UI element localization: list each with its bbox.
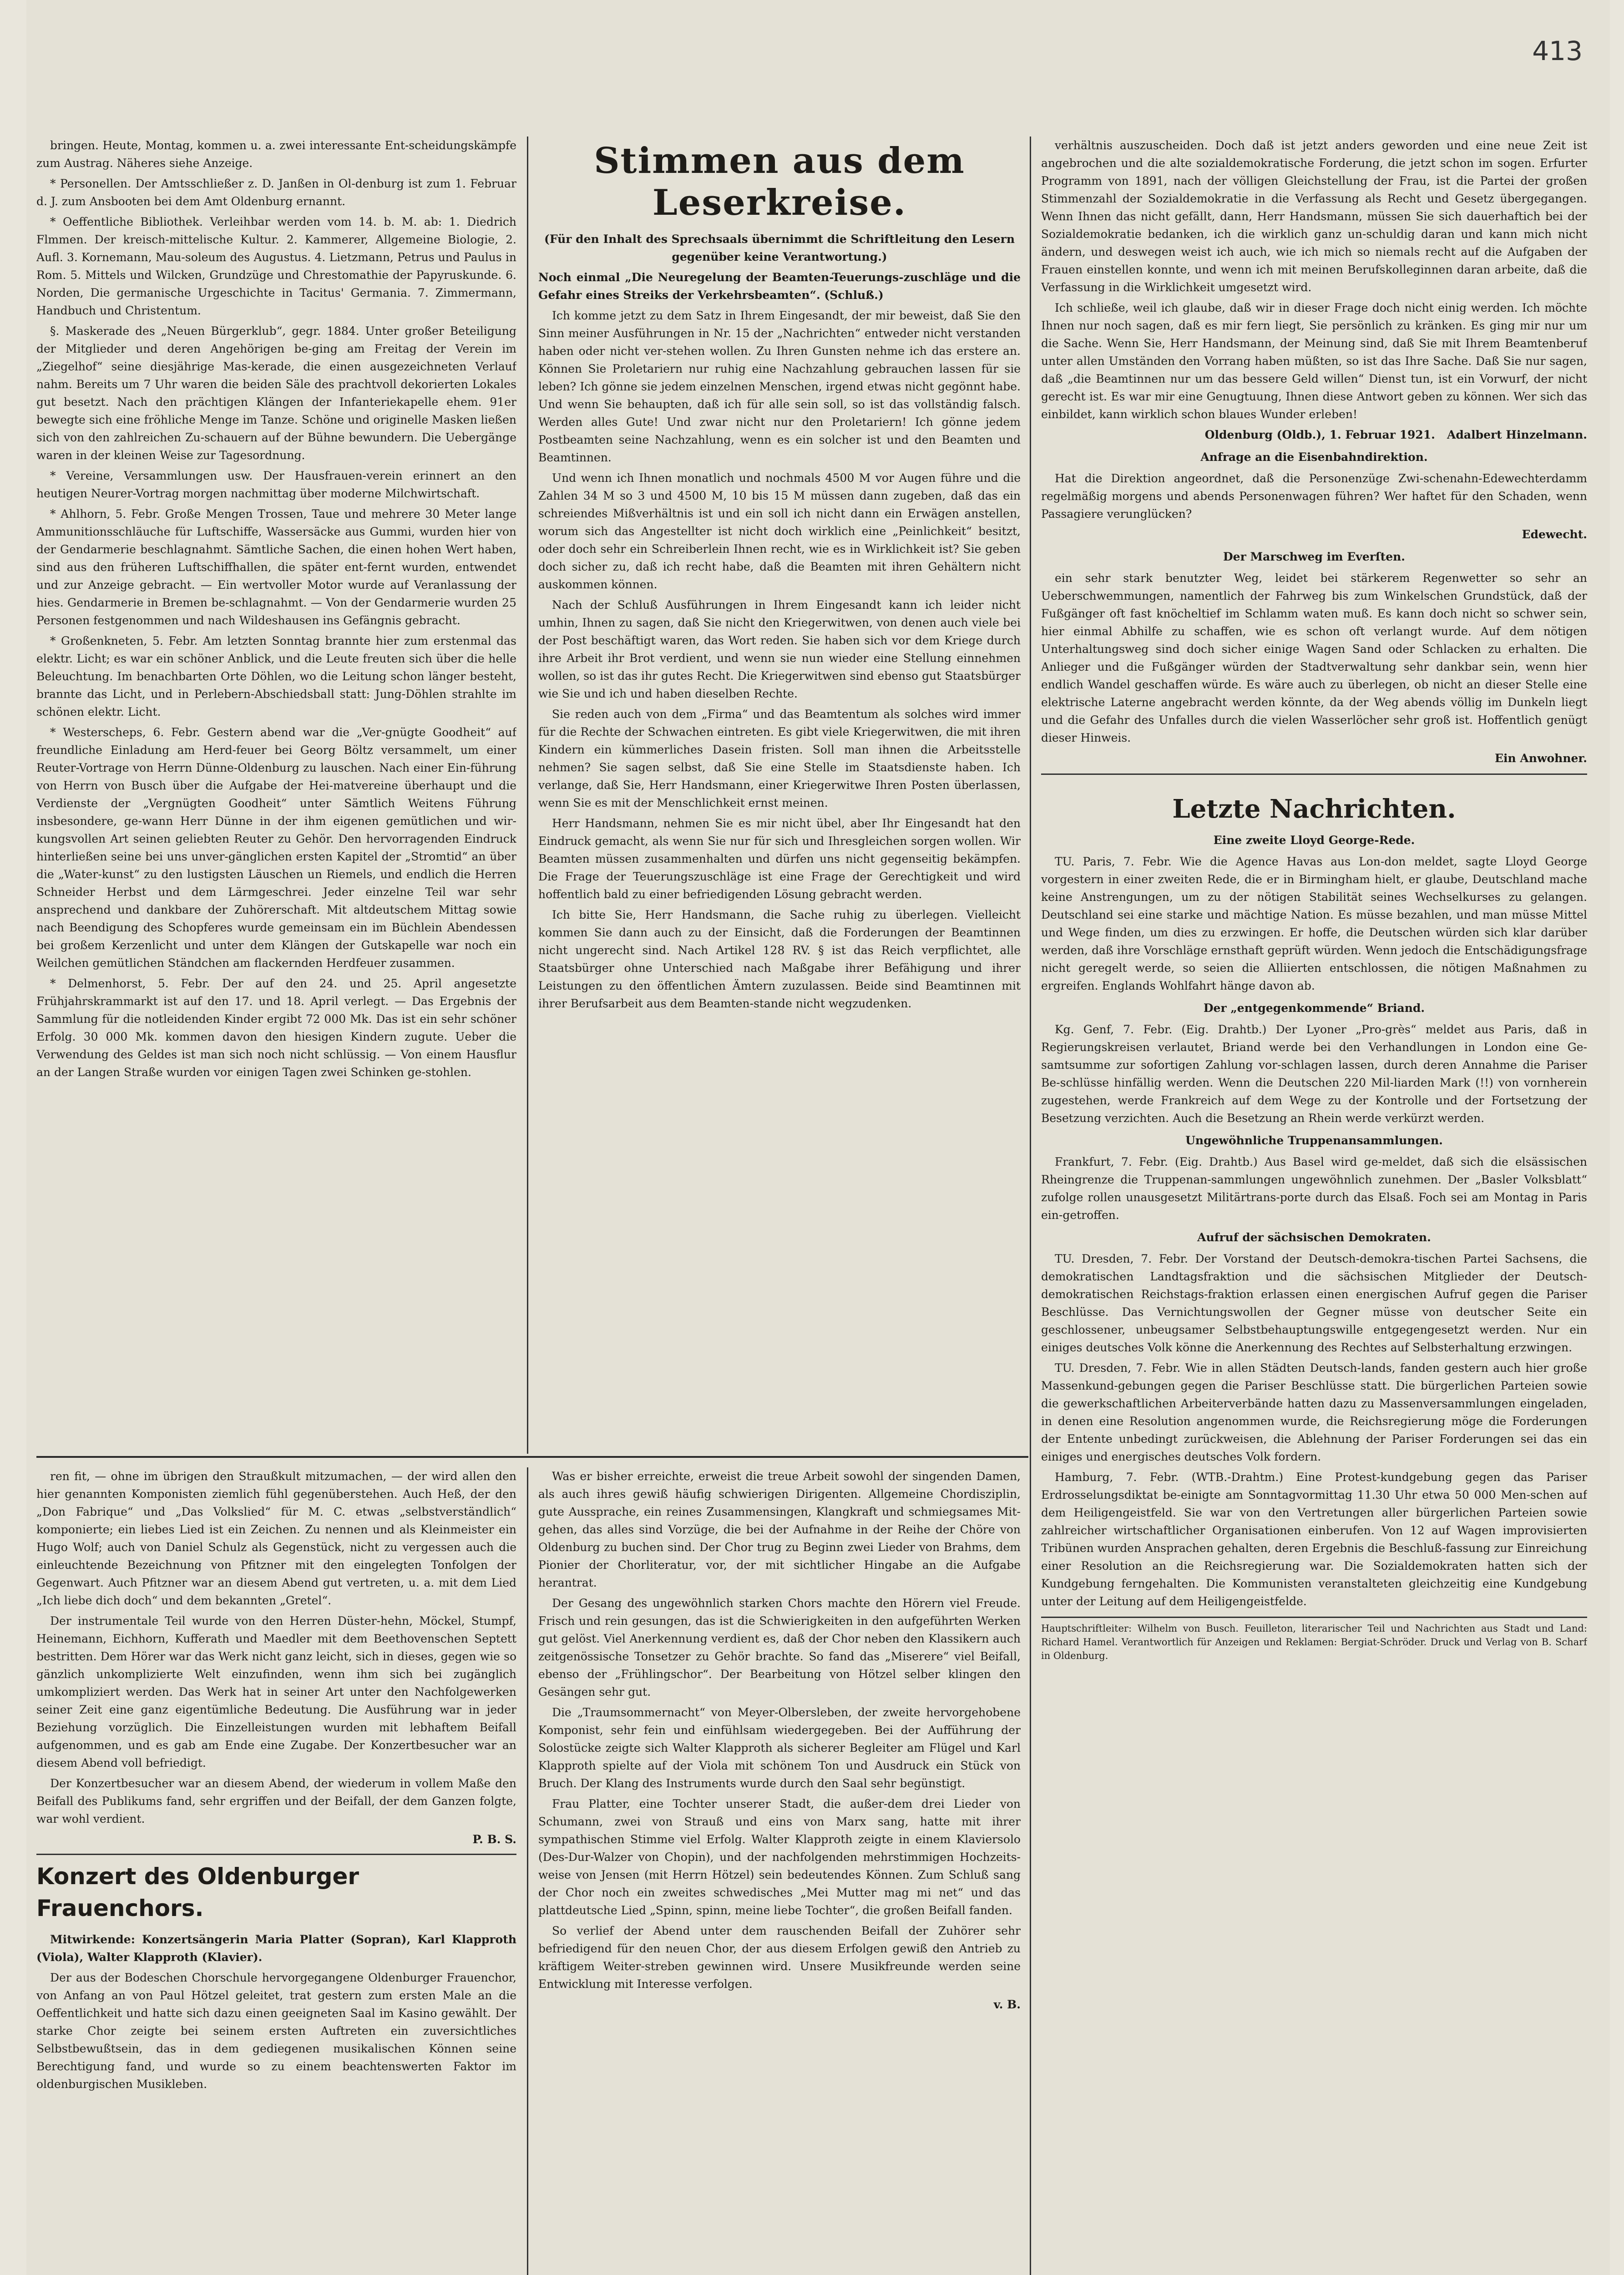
- troops-title: Ungewöhnliche Truppenansammlungen.: [1185, 1134, 1443, 1147]
- column-concert-continued: [538, 1467, 1021, 2275]
- column-rule: [1030, 136, 1031, 2275]
- column-rule: [527, 136, 528, 1454]
- letter-paragraph: Nach der Schluß Ausführungen in Ihrem Eingesandt kann ich leider nicht umhin, Ihnen zu sagen, daß Sie nicht den Kriegerwitwen, von denen auch viele bei der Post beschäftigt waren, das Wort reden. Sie haben sich vor dem Kriege durch ihre Arbeit ihr Brot verdient, und wenn sie nun wieder eine Stellung einnehmen wollen, so ist das ihr gutes Recht. Die Kriegerwitwen sind ebenso gut Staatsbürger wie Sie und ich und haben dieselben Rechte.: [538, 598, 1021, 700]
- letter-paragraph: Ich bitte Sie, Herr Handsmann, die Sache ruhig zu überlegen. Vielleicht kommen Sie dann auch zu der Einsicht, daß die Forderungen der Beamtinnen nicht ungerecht sind. Nach Artikel 128 RV. § ist das Reich verpflichtet, alle Staatsbürger ohne Unterschied nach Maßgabe ihrer Befähigung und ihrer Leistungen zu den öffentlichen Ämtern zuzulassen. Beide sind Beamtinnen mit ihrer Berufsarbeit aus dem Beamten-stande nicht wegzudenken.: [538, 908, 1021, 1010]
- hamburg-text: Hamburg, 7. Febr. (WTB.-Drahtm.) Eine Protest-kundgebung gegen das Pariser Erdrosselungsdiktat be-einigte am Sonntagvormittag 11.30 Uhr etwa 50 000 Men-schen auf dem Heiligengeistfeld. Sie war von den Vertretungen aller bürgerlichen Parteien sowie zahlreicher wirtschaftlicher Organisationen einberufen. Von 12 auf Wagen improvisierten Tribünen wurden Ansprachen gehalten, deren Ergebnis die Beschluß-fassung zur Einreichung einer Resolution an die Reichsregierung war. Die Sozialdemokraten hatten sich der Kundgebung ferngehalten. Die Kommunisten veranstalteten gleichzeitig eine Kundgebung unter der Leitung auf dem Heiligengeistfelde.: [1041, 1471, 1587, 1608]
- letter-paragraph: Ich komme jetzt zu dem Satz in Ihrem Eingesandt, der mir beweist, daß Sie den Sinn meiner Ausführungen in Nr. 15 der „Nachrichten“ entweder nicht verstanden haben oder nicht ver-stehen wollen. Zu Ihren Gunsten nehme ich das erstere an. Können Sie Proletariern nur ruhig eine Nachzahlung gebrauchen lassen für sie leben? Ich gönne sie jedem einzelnen Menschen, irgend etwas nicht gegönnt habe. Und wenn Sie behaupten, daß ich für alle sein soll, so ist das vollständig falsch. Werden alles Gute! Und zwar nicht nur den Proletariern! Ich gönne jedem Postbeamten seine Nachzahlung, wenn es ein solcher ist und den Beamten und Beamtinnen.: [538, 309, 1021, 464]
- review-paragraph: Der Gesang des ungewöhnlich starken Chors machte den Hörern viel Freude. Frisch und rein gesungen, das ist die Schwierigkeiten in den aufgeführten Werken gut gelöst. Viel Anerkennung verdient es, daß der Chor neben den Klassikern auch zeitgenössische Tonsetzer zu Gehör brachte. So fand das „Miserere“ viel Beifall, ebenso der „Frühlingschor“. Der Bearbeitung von Hötzel selber klingen den Gesängen sehr gut.: [538, 1597, 1021, 1699]
- troops-text: Frankfurt, 7. Febr. (Eig. Drahtb.) Aus Basel wird ge-meldet, daß sich die elsässischen Rheingrenze die Truppenan-sammlungen ungewöhnlich zunehmen. Der „Basler Volksblatt“ zufolge rollen unausgesetzt Militärtrans-porte durch das Elsaß. Foch sei am Montag in Paris ein-getroffen.: [1041, 1155, 1587, 1222]
- news-item: * Delmenhorst, 5. Febr. Der auf den 24. und 25. April angesetzte Frühjahrskrammarkt ist auf den 17. und 18. April verlegt. — Das Ergebnis der Sammlung für die notleidenden Kinder ergibt 72 000 Mk. Das ist ein sehr schöner Erfolg. 30 000 Mk. kommen davon den hiesigen Kindern zugute. Ueber die Verwendung des Geldes ist man sich noch nicht schlüssig. — Von einem Hausflur an der Langen Straße wurden vor einigen Tagen zwei Schinken ge-stohlen.: [36, 977, 516, 1079]
- railway-inquiry-title: Anfrage an die Eisenbahndirektion.: [1200, 450, 1428, 464]
- review-paragraph: Frau Platter, eine Tochter unserer Stadt, die außer-dem drei Lieder von Schumann, zwei von Strauß und eins von Marx sang, hatte mit ihrer sympathischen Stimme viel Erfolg. Walter Klapproth zeigte in einem Klaviersolo (Des-Dur-Walzer von Chopin), und der nachfolgenden mehrstimmigen Hochzeits-weise von Jensen (mit Herrn Hötzel) sein bedeutendes Können. Zum Schluß sang der Chor noch ein zweites schwedisches „Mei Mutter mag mi net“ und das plattdeutsche Lied „Spinn, spinn, meine liebe Tochter“, die großen Beifall fanden.: [538, 1797, 1021, 1917]
- music-review-signature: P. B. S.: [472, 1833, 516, 1846]
- review-paragraph: Der instrumentale Teil wurde von den Herren Düster-hehn, Möckel, Stumpf, Heinemann, Eichhorn, Kufferath und Maedler mit dem Beethovenschen Septett bestritten. Dem Hörer war das Werk nicht ganz leicht, sich in dieses, gegen wie so gänzlich unkomplizierte Welt einzufinden, wenn ihm sich bei zugänglich umkompliziert werden. Das Werk hat in seiner Art unter den Nachfolgewerken seiner Zeit eine ganz eigentümliche Bedeutung. Die Ausführung war in jeder Beziehung vorzüglich. Die Einzelleistungen wurden mit lebhaftem Beifall aufgenommen, und es gab am Ende eine Zugabe. Der Konzertbesucher war an diesem Abend voll befriedigt.: [36, 1614, 516, 1769]
- letter-paragraph: Sie reden auch von dem „Firma“ und das Beamtentum als solches wird immer für die Rechte der Schwachen eintreten. Es gibt viele Kriegerwitwen, die mit ihren Kindern ein kümmerliches Dasein fristen. Soll man ihnen die Arbeitsstelle nehmen? Sie sagen selbst, daß Sie eine Stelle im Staatsdienste haben. Ich verlange, daß Sie, Herr Handsmann, einer Kriegerwitwe Ihren Posten überlassen, wenn Sie es mit der Menschlichkeit ernst meinen.: [538, 708, 1021, 809]
- lloyd-george-title: Eine zweite Lloyd George-Rede.: [1213, 834, 1415, 847]
- review-paragraph: So verlief der Abend unter dem rauschenden Beifall der Zuhörer sehr befriedigend für den neuen Chor, der aus diesem Erfolgen gewiß den Antrieb zu kräftigem Weiter-streben gewinnen wird. Unsere Musikfreunde werden seine Entwicklung mit Interesse verfolgen.: [538, 1924, 1021, 1991]
- saxon-democrats-text: TU. Dresden, 7. Febr. Der Vorstand der Deutsch-demokra-tischen Partei Sachsens, die demokratischen Landtagsfraktion und die sächsischen Mitglieder der Deutsch-demokratischen Reichstags-fraktion erlassen einen energischen Aufruf gegen die Pariser Beschlüsse. Das Vernichtungswollen der Gegner müsse von deutscher Seite ein geschlossener, unbeugsamer Selbstbehauptungswille entgegengesetzt werden. Nur ein einiges deutsches Volk könne die Anerkennung des Rechtes auf Selbsterhaltung erzwingen.: [1041, 1252, 1587, 1354]
- reader-letter-end: [1041, 136, 1587, 423]
- section-divider: [1041, 774, 1587, 775]
- concert-text: Der aus der Bodeschen Chorschule hervorgegangene Oldenburger Frauenchor, von Anfang an von Paul Hötzel geleitet, trat gestern zum ersten Male an die Oeffentlichkeit und hatte sich dazu einen geeigneten Saal im Kasino gewählt. Der starke Chor zeigte bei seinem ersten Auftreten ein zuversichtliches Selbstbewußtsein, das in dem gediegenen musikalischen Können seine Berechtigung fand, und wurde so zu einem beachtenswerten Faktor im oldenburgischen Musikleben.: [36, 1971, 516, 2091]
- section-rule: [36, 1456, 1028, 1458]
- letter-signoff: [1041, 426, 1587, 444]
- page-number: 413: [1532, 35, 1583, 66]
- lloyd-george-text: TU. Paris, 7. Febr. Wie die Agence Havas aus Lon-don meldet, sagte Lloyd George vorgestern in einer zweiten Rede, die er in Birmingham hielt, er glaube, Deutschland mache keine Anstrengungen, um zu der nötigen Stabilität seines Wechselkurses zu gelangen. Deutschland sei eine starke und mächtige Nation. Es müsse bezahlen, und man müsse Mittel und Wege finden, um dies zu erzwingen. Er hoffe, die Deutschen würden sich klar darüber werden, daß ihre Vorschläge ernsthaft geprüft würden. Wenn jedoch die Entschädigungsfrage nicht geregelt werde, so seien die Alliierten entschlossen, die nötigen Maßnahmen zu ergreifen. Englands Wohlfahrt hänge davon ab.: [1041, 855, 1587, 992]
- concert-performers: Mitwirkende: Konzertsängerin Maria Platter (Sopran), Karl Klapproth (Viola), Walter Klapproth (Klavier).: [36, 1933, 516, 1964]
- railway-inquiry-text: Hat die Direktion angeordnet, daß die Personenzüge Zwi-schenahn-Edewechterdamm regelmäßig morgens und abends Personenwagen führen? Wer haftet für den Schaden, wenn Passagiere verunglücken?: [1041, 472, 1587, 521]
- news-item: §. Maskerade des „Neuen Bürgerklub“, gegr. 1884. Unter großer Beteiligung der Mitglieder und deren Angehörigen be-ging am Freitag der Verein im „Ziegelhof“ seine diesjährige Mas-kerade, die einen ausgezeichneten Verlauf nahm. Bereits um 7 Uhr waren die beiden Säle des prachtvoll dekorierten Lokales gut besetzt. Nach den prächtigen Klängen der Infanteriekapelle ehem. 91er bewegte sich eine fröhliche Menge im Tanze. Schöne und originelle Masken ließen sich von den zahlreichen Zu-schauern auf der Bühne bewundern. Die Uebergänge waren in der kleinen Weise zur Tagesordnung.: [36, 324, 516, 462]
- briand-text: Kg. Genf, 7. Febr. (Eig. Drahtb.) Der Lyoner „Pro-grès“ meldet aus Paris, daß in Regierungskreisen verlautet, Briand werde bei den Verhandlungen in London eine Ge-samtsumme zur sofortigen Zahlung vor-schlagen lassen, durch deren Annahme die Pariser Be-schlüsse hinfällig werden. Wenn die Deutschen 220 Mil-liarden Mark (!!) von vornherein zugestehen, werde Frankreich auf dem Wege zu der Kontrolle und der Fortsetzung der Besetzung verzichten. Auch die Besetzung an Rhein werde verkürzt werden.: [1041, 1023, 1587, 1125]
- news-item: * Oeffentliche Bibliothek. Verleihbar werden vom 14. b. M. ab: 1. Diedrich Flmmen. Der kreisch-mittelische Kultur. 2. Kammerer, Allgemeine Biologie, 2. Aufl. 3. Kornemann, Mau-soleum des Augustus. 4. Lietzmann, Petrus und Paulus in Rom. 5. Mittels und Wilcken, Grundzüge und Chrestomathie der Papyruskunde. 6. Norden, Die germanische Urgeschichte in Tacitus' Germania. 7. Zimmermann, Handbuch und Christentum.: [36, 215, 516, 317]
- concert-heading: Konzert des Oldenburger Frauenchors.: [36, 1863, 359, 1921]
- marschweg-title: Der Marschweg im Everſten.: [1223, 550, 1405, 563]
- news-item: bringen. Heute, Montag, kommen u. a. zwei interessante Ent-scheidungskämpfe zum Austrag. Näheres siehe Anzeige.: [36, 139, 516, 170]
- news-item: * Großenkneten, 5. Febr. Am letzten Sonntag brannte hier zum erstenmal das elektr. Licht; es war ein schöner Anblick, und die Leute freuten sich über die helle Beleuchtung. Im benachbarten Orte Döhlen, wo die Leitung schon länger besteht, brannte das Licht, und in Perlebern-Abschiedsball statt: Jung-Döhlen strahlte im schönen elektr. Licht.: [36, 634, 516, 718]
- marschweg-text: ein sehr stark benutzter Weg, leidet bei stärkerem Regenwetter so sehr an Ueberschwemmungen, namentlich der Fahrweg bis zum Winkelschen Grundstück, daß der Fußgänger oft fast knöcheltief im Schlamm waten muß. Es kann doch nicht so schwer sein, hier einmal Abhilfe zu schaffen, wie es schon oft verlangt wurde. Auf dem nötigen Unterhaltungsweg sind doch sicher einige Wagen Sand oder Schlacken zu erhalten. Die Anlieger und die Fußgänger würden der Stadtverwaltung sehr dankbar sein, wenn hier endlich Wandel geschaffen würde. Es wäre auch zu überlegen, ob nicht an dieser Stelle eine elektrische Laterne angebracht werden könnte, da der Weg abends völlig im Dunkeln liegt und die Gefahr des Unfalles durch die vielen Wasserlöcher sehr groß ist. Hoffentlich genügt dieser Hinweis.: [1041, 571, 1587, 744]
- news-item: * Personellen. Der Amtsschließer z. D. Janßen in Ol-denburg ist zum 1. Februar d. J. zum Ansbooten bei dem Amt Oldenburg ernannt.: [36, 177, 516, 208]
- local-news-list: [36, 136, 516, 1081]
- review-paragraph: Was er bisher erreichte, erweist die treue Arbeit sowohl der singenden Damen, als auch ihres gewiß häufig schwierigen Dirigenten. Allgemeine Chordisziplin, gute Aussprache, ein reines Zusammensingen, Klangkraft und schmiegsames Mit-gehen, das alles sind Vorzüge, die bei der Aufnahme in der Reihe der Chöre von Oldenburg zu buchen sind. Der Chor trug zu Beginn zwei Lieder von Brahms, dem Pionier der Chorliteratur, vor, der mit sichtlicher Hingabe an die Aufgabe herantrat.: [538, 1470, 1021, 1589]
- column-rule: [527, 1467, 528, 2275]
- reader-voices-disclaimer: (Für den Inhalt des Sprechsaals übernimmt die Schriftleitung den Lesern gegenüber keine Verantwortung.): [544, 233, 1015, 263]
- imprint: Hauptschriftleiter: Wilhelm von Busch. Feuilleton, literarischer Teil und Nachrichten aus Stadt und Land: Richard Hamel. Verantwortlich für Anzeigen und Reklamen: Bergiat-Schröder. Druck und Verlag von B. Scharf in Oldenburg.: [1041, 1617, 1587, 1663]
- letter-paragraph: Herr Handsmann, nehmen Sie es mir nicht übel, aber Ihr Eingesandt hat den Eindruck gemacht, als wenn Sie nur für sich und Ihresgleichen sorgen wollen. Wir Beamten müssen zusammenhalten und dürfen uns nicht gegenseitig bekämpfen. Die Frage der Teuerungszuschläge ist eine Frage der Gerechtigkeit und wird hoffentlich bald zu einer befriedigenden Lösung gebracht werden.: [538, 817, 1021, 901]
- reader-voices-subtitle: Noch einmal „Die Neuregelung der Beamten-Teuerungs-zuschläge und die Gefahr eines Streiks der Verkehrsbeamten“. (Schluß.): [538, 271, 1021, 302]
- letter-paragraph: Und wenn ich Ihnen monatlich und nochmals 4500 M vor Augen führe und die Zahlen 34 M so 3 und 4500 M, 10 bis 15 M müssen dann zugeben, daß das ein schreiendes Mißverhältnis ist und ein soll ich nicht dann ein Erwägen anstellen, worum sich das Angestellter ist nicht doch wirklich eine „Peinlichkeit“ besitzt, oder doch sehr ein Schreiberlein Ihnen recht, wie es in Wirklichkeit ist? Sie geben doch sicher zu, daß ich recht habe, daß die Beamten mit ihren Gehältern nicht auskommen können.: [538, 471, 1021, 591]
- briand-title: Der „entgegenkommende“ Briand.: [1203, 1001, 1425, 1015]
- review-paragraph: ren fit, — ohne im übrigen den Straußkult mitzumachen, — der wird allen den hier genannten Komponisten ziemlich fühl gegenüberstehen. Auch Heß, der den „Don Fabrique“ und „Das Volkslied“ für M. C. etwas „selbstverständlich“ komponierte; ein liebes Lied ist ein Zeichen. Zu nennen und als Kleinmeister ein Hugo Wolf; auch von Daniel Schulz als Gegenstück, nicht zu vergessen auch die einleuchtende Bezeichnung von Pfitzner mit den eingelegten Tonfolgen der Gegenwart. Auch Pfitzner war an diesem Abend gut vertreten, u. a. mit dem Lied „Ich liebe dich doch“ und dem bekannten „Gretel“.: [36, 1470, 516, 1607]
- railway-inquiry-sign: Edewecht.: [1522, 528, 1587, 541]
- review-paragraph: Der Konzertbesucher war an diesem Abend, der wiederum in vollem Maße den Beifall des Publikums fand, sehr ergriffen und der Beifall, der dem Ganzen folgte, war wohl verdient.: [36, 1777, 516, 1825]
- letter-date: Oldenburg (Oldb.), 1. Februar 1921.: [1204, 428, 1435, 441]
- review-paragraph: Die „Traumsommernacht“ von Meyer-Olbersleben, der zweite hervorgehobene Komponist, sehr fein und einfühlsam wiedergegeben. Bei der Aufführung der Solostücke zeigte sich Walter Klapproth als sicherer Begleiter am Flügel und Karl Klapproth spielte auf der Viola mit schönem Ton und Ausdruck ein Stück von Bruch. Der Klang des Instruments wurde durch den Saal sehr begünstigt.: [538, 1706, 1021, 1790]
- dresden-text: TU. Dresden, 7. Febr. Wie in allen Städten Deutsch-lands, fanden gestern auch hier große Massenkund-gebungen gegen die Pariser Beschlüsse statt. Die bürgerlichen Parteien sowie die gewerkschaftlichen Arbeiterverbände hatten dazu zu Massenversammlungen eingeladen, in denen eine Resolution angenommen wurde, die Reichsregierung möge die Forderungen der Entente unbedingt zurückweisen, die Ablehnung der Pariser Forderungen sei das ein einiges und energisches deutsches Volk fordern.: [1041, 1361, 1587, 1463]
- column-right: [1041, 136, 1587, 2275]
- section-divider: [36, 1854, 516, 1855]
- concert-review-signature: v. B.: [993, 1998, 1021, 2011]
- saxon-democrats-title: Aufruf der sächsischen Demokraten.: [1197, 1231, 1431, 1244]
- letter-paragraph: Ich schließe, weil ich glaube, daß wir in dieser Frage doch nicht einig werden. Ich möchte Ihnen nur noch sagen, daß es mir fern liegt, Sie persönlich zu kränken. Es ging mir nur um die Sache. Wenn Sie, Herr Handsmann, der Meinung sind, daß Sie mit Ihrem Beamtenberuf unter allen Umständen den Vorrang haben müßten, so ist das Ihre Sache. Daß Sie nur sagen, daß „die Beamtinnen nur um das bessere Geld willen“ Dienst tun, ist ein Vorwurf, der nicht gerecht ist. Es war mir eine Genugtuung, Ihnen diese Antwort geben zu können. Wer sich das einbildet, kann wirklich schon blaues Wunder erleben!: [1041, 301, 1587, 421]
- music-review-body: [36, 1467, 516, 1828]
- news-item: * Ahlhorn, 5. Febr. Große Mengen Trossen, Taue und mehrere 30 Meter lange Ammunitionsschläuche für Luftschiffe, Wassersäcke aus Gummi, wurden hier von der Gendarmerie beschlagnahmt. Sämtliche Sachen, die einen hohen Wert haben, sind aus den früheren Luftschiffhallen, die später ent-fernt wurden, entwendet und zur Anzeige gebracht. — Ein wertvoller Motor wurde auf Veranlassung der hies. Gendarmerie in Bremen be-schlagnahmt. — Von der Gendarmerie wurden 25 Personen festgenommen und nach Wildeshausen ins Gefängnis gebracht.: [36, 507, 516, 627]
- reader-voices-heading: Stimmen aus dem Leserkreise.: [594, 140, 965, 223]
- marschweg-sign: Ein Anwohner.: [1494, 752, 1587, 765]
- reader-voices-body: [538, 307, 1021, 1012]
- news-item: * Westerscheps, 6. Febr. Gestern abend war die „Ver-gnügte Goodheit“ auf freundliche Einladung am Herd-feuer bei Georg Böltz versammelt, um einer Reuter-Vortrage von Herrn Dünne-Oldenburg zu lauschen. Nach einer Ein-führung von Herrn von Busch über die Aufgabe der Hei-matvereine überhaupt und die Verdienste der „Vergnügten Goodheit“ unter Sämtlich Weitens Führung insbesondere, ge-wann Herr Dünne in der ihm eigenen gemütlichen und wir-kungsvollen Art seinen geliebten Reuter zu Gehör. Den hervorragenden Eindruck hinterließen seine bei uns unver-gänglichen ersten Kapitel der „Stromtid“ an über die „Water-kunst“ zu den lustigsten Läuschen un Riemels, und endlich die Herren Schneider Herbst und dem Lärmgeschrei. Jeder einzelne Teil war sehr ansprechend und dankbare der Zuhörerschaft. Mit altdeutschem Mittag sowie nach Beendigung des Schopferes wurde gemeinsam ein im Büchlein Abendessen bei großem Kerzenlicht und unter dem Klängen der Gutskapelle war noch ein Weilchen gemütlichen Ständchen am flackernden Herdfeuer zusammen.: [36, 726, 516, 970]
- latest-news-heading: Letzte Nachrichten.: [1172, 794, 1456, 824]
- column-reader-voices: [538, 136, 1021, 1442]
- letter-paragraph: verhältnis auszuscheiden. Doch daß ist jetzt anders geworden und eine neue Zeit ist angebrochen und die alte sozialdemokratische Forderung, die jetzt schon im sogen. Erfurter Programm von 1891, nach der völligen Gleichstellung der Frau, ist die Partei der großen Stimmenzahl der Sozialdemokratie in die Verfassung als Recht und Gesetz übergegangen. Wenn Ihnen das nicht gefällt, dann, Herr Handsmann, müssen Sie sich dauerhaftich bei der Sozialdemokratie bedanken, ich die wirklich ganz un-schuldig daran und kann mich nicht ändern, und deswegen weist ich auch, wie ich mich so niemals recht auf die Aufgaben der Frauen einstellen konnte, und wenn ich mit meinen Berufskolleginnen daran arbeite, daß die Verfassung in die Wirklichkeit umgesetzt wird.: [1041, 139, 1587, 294]
- concert-continued-body: [538, 1467, 1021, 1993]
- column-local-news: [36, 136, 516, 1433]
- newspaper-page: [26, 0, 1610, 2275]
- column-music-review: [36, 1467, 516, 2275]
- letter-author: Adalbert Hinzelmann.: [1447, 428, 1587, 441]
- news-item: * Vereine, Versammlungen usw. Der Hausfrauen-verein erinnert an den heutigen Neurer-Vortrag morgen nachmittag über moderne Milchwirtschaft.: [36, 469, 516, 500]
